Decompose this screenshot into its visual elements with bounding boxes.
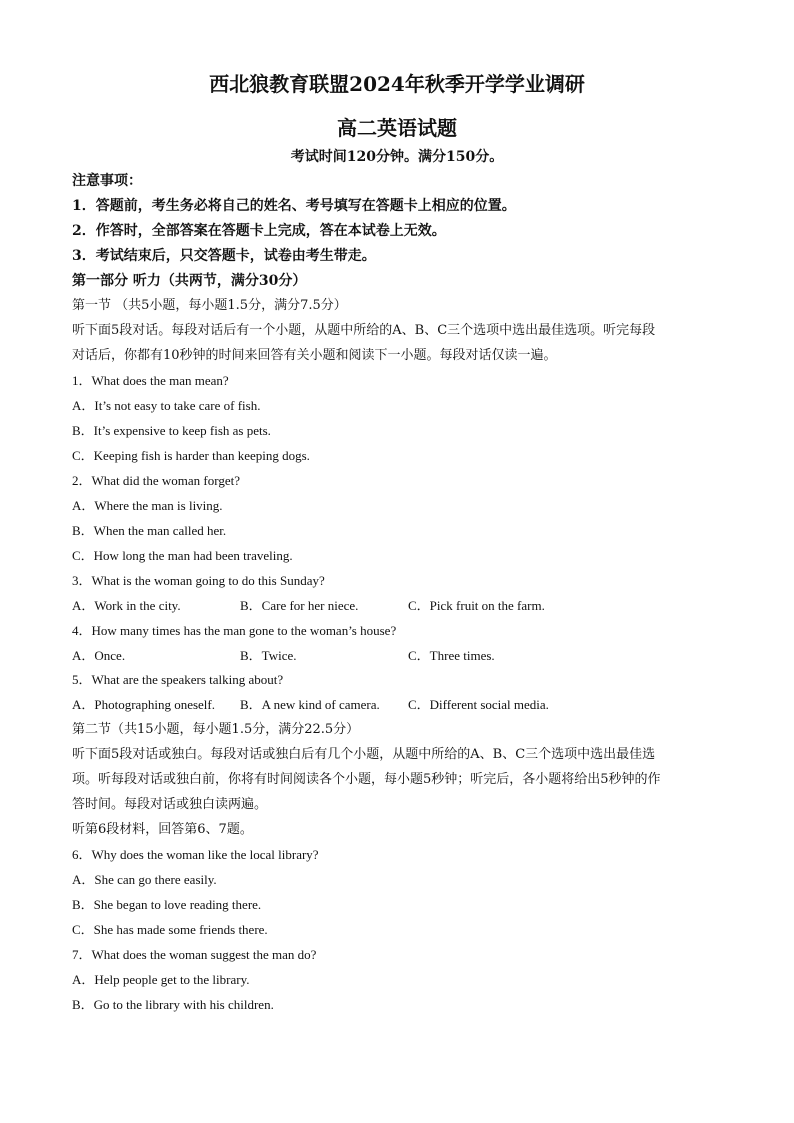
option-a: A．Photographing oneself.	[72, 697, 215, 712]
section1-heading: 第一节 （共5小题，每小题1.5分，满分7.5分）	[72, 298, 347, 313]
question-3: 3．What is the woman going to do this Sunday?	[72, 573, 325, 588]
option-b: B．A new kind of camera.	[240, 697, 380, 712]
exam-title: 西北狼教育联盟2024年秋季开学学业调研	[209, 72, 585, 96]
option-b: B．She began to love reading there.	[72, 897, 262, 912]
section2-instructions-line: 听下面5段对话或独白。每段对话或独白后有几个小题，从题中所给的A、B、C三个选项中选出最佳选	[72, 747, 656, 762]
section1-instructions-line: 对话后，你都有10秒钟的时间来回答有关小题和阅读下一小题。每段对话仅读一遍。	[72, 348, 557, 363]
question-5: 5．What are the speakers talking about?	[72, 672, 284, 687]
section2-heading: 第二节（共15小题，每小题1.5分，满分22.5分）	[72, 722, 360, 737]
section1-instructions-line: 听下面5段对话。每段对话后有一个小题，从题中所给的A、B、C三个选项中选出最佳选项。听完每段	[72, 323, 656, 338]
note-item: 3．考试结束后，只交答题卡，试卷由考生带走。	[72, 248, 376, 264]
option-b: B．When the man called her.	[72, 523, 227, 538]
option-b: B．It’s expensive to keep fish as pets.	[72, 423, 271, 438]
material-6-heading: 听第6段材料，回答第6、7题。	[72, 822, 253, 837]
option-a: A．It’s not easy to take care of fish.	[72, 398, 261, 413]
part1-heading: 第一部分 听力（共两节，满分30分）	[72, 273, 307, 289]
option-c: C．Pick fruit on the farm.	[408, 598, 545, 613]
exam-info: 考试时间120分钟。满分150分。	[290, 149, 504, 165]
option-a: A．Help people get to the library.	[72, 972, 250, 987]
option-c: C．How long the man had been traveling.	[72, 548, 293, 563]
note-item: 2．作答时，全部答案在答题卡上完成，答在本试卷上无效。	[72, 223, 446, 239]
section2-instructions-line: 答时间。每段对话或独白读两遍。	[72, 797, 268, 812]
question-4: 4．How many times has the man gone to the woman’s house?	[72, 623, 397, 638]
note-item: 1．答题前，考生务必将自己的姓名、考号填写在答题卡上相应的位置。	[72, 198, 516, 214]
section2-instructions-line: 项。听每段对话或独白前，你将有时间阅读各个小题，每小题5秒钟；听完后，各小题将给出5秒钟的作	[72, 772, 661, 787]
option-c: C．Keeping fish is harder than keeping dogs.	[72, 448, 310, 463]
option-c: C．Different social media.	[408, 697, 549, 712]
option-b: B．Go to the library with his children.	[72, 997, 274, 1012]
notes-heading: 注意事项：	[72, 173, 142, 189]
option-a: A．Where the man is living.	[72, 498, 223, 513]
question-2: 2．What did the woman forget?	[72, 473, 240, 488]
option-c: C．Three times.	[408, 648, 495, 663]
question-7: 7．What does the woman suggest the man do?	[72, 947, 317, 962]
option-a: A．Once.	[72, 648, 126, 663]
question-1: 1．What does the man mean?	[72, 373, 229, 388]
option-a: A．She can go there easily.	[72, 872, 217, 887]
option-b: B．Care for her niece.	[240, 598, 359, 613]
question-6: 6．Why does the woman like the local library?	[72, 847, 319, 862]
exam-subtitle: 高二英语试题	[337, 116, 457, 140]
option-a: A．Work in the city.	[72, 598, 181, 613]
option-b: B．Twice.	[240, 648, 297, 663]
option-c: C．She has made some friends there.	[72, 922, 268, 937]
